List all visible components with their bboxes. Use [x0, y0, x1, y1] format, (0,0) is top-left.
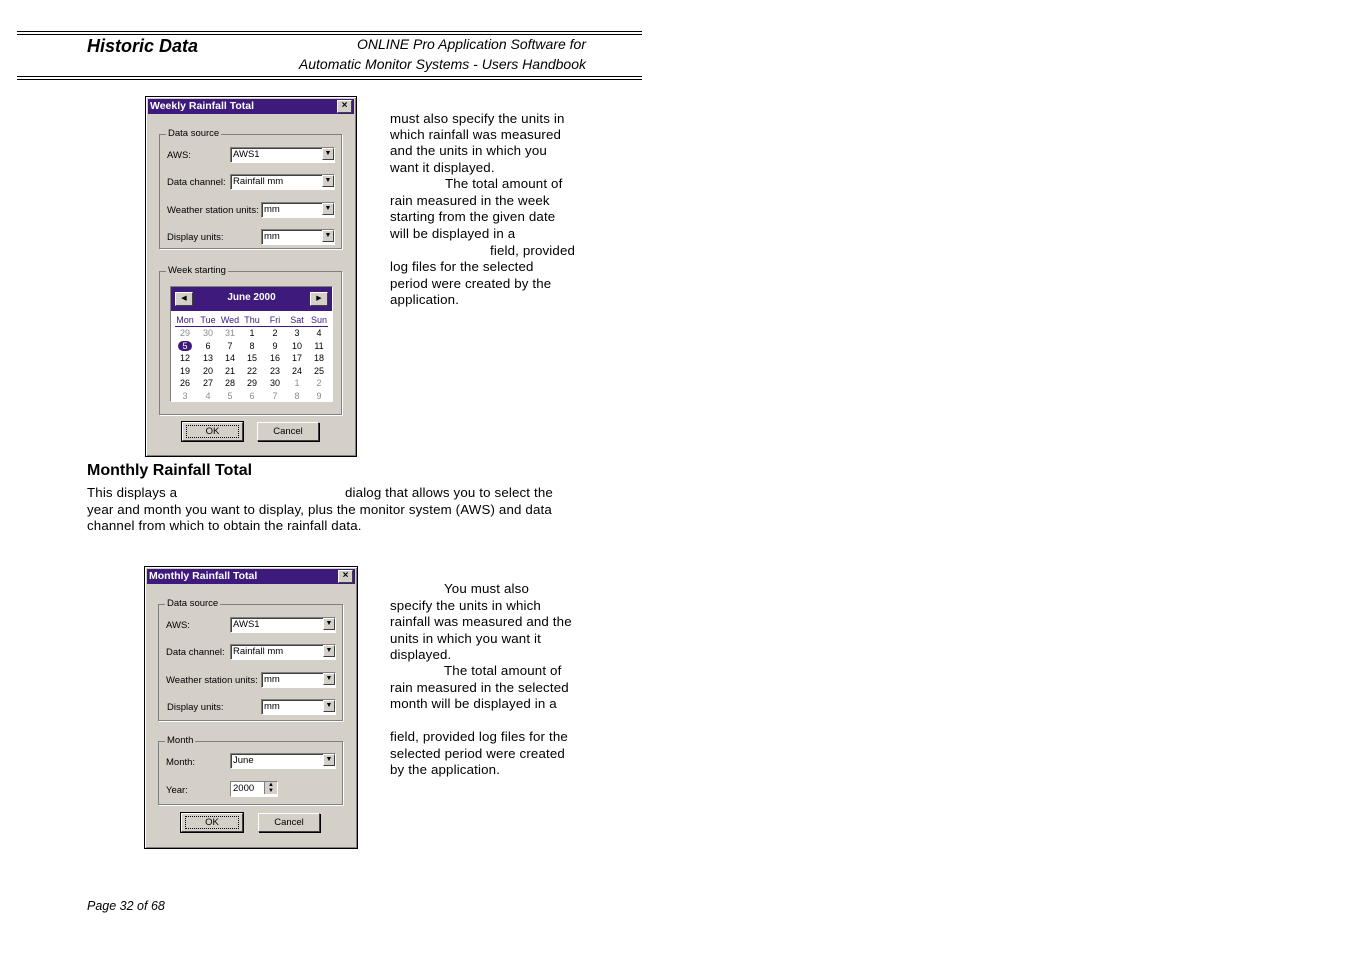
calendar-day[interactable]: 8: [294, 390, 300, 401]
month-label: Month:: [166, 757, 196, 768]
body-text-line: by the application.: [390, 762, 501, 777]
calendar-day[interactable]: 4: [316, 328, 322, 338]
aws-value: AWS1: [233, 619, 260, 630]
calendar-day[interactable]: 10: [291, 340, 302, 351]
calendar-day[interactable]: 29: [179, 328, 190, 338]
calendar-day[interactable]: 6: [249, 390, 255, 401]
calendar-day[interactable]: 11: [314, 340, 324, 351]
ok-button[interactable]: [182, 422, 243, 441]
calendar-day[interactable]: 28: [224, 378, 235, 388]
calendar-day-selected: 5: [178, 341, 191, 351]
chevron-down-icon[interactable]: ▼: [323, 700, 335, 712]
calendar-weekday: Tue: [200, 315, 216, 325]
aws-label: AWS:: [166, 620, 190, 631]
body-text-line: field, provided: [490, 243, 576, 258]
body-text-line: starting from the given date: [390, 209, 556, 224]
header-subtitle-1: ONLINE Pro Application Software for: [356, 36, 586, 52]
chevron-down-icon[interactable]: ▼: [322, 148, 334, 160]
data-channel-value: Rainfall mm: [233, 176, 284, 187]
calendar-day[interactable]: 7: [272, 390, 278, 401]
calendar-day[interactable]: 30: [269, 378, 280, 388]
weekly-rainfall-dialog: [145, 96, 357, 457]
dialog-titlebar: [147, 569, 355, 584]
cancel-button[interactable]: [258, 813, 320, 832]
aws-label: AWS:: [167, 150, 191, 161]
body-text-line: period were created by the: [390, 276, 552, 291]
ok-label: OK: [205, 817, 219, 828]
calendar-day[interactable]: 8: [249, 340, 255, 351]
chevron-down-icon[interactable]: ▼: [323, 618, 335, 630]
close-icon[interactable]: ×: [338, 570, 353, 583]
weather-station-units-label: Weather station units:: [167, 205, 259, 216]
weather-station-units-value: mm: [264, 204, 280, 215]
dialog-titlebar: [148, 99, 354, 114]
body-text-line: want it displayed.: [390, 160, 495, 175]
data-channel-label: Data channel:: [166, 647, 225, 658]
month-value: June: [233, 755, 254, 766]
calendar-day[interactable]: 17: [291, 353, 302, 363]
calendar-day[interactable]: 16: [269, 353, 280, 363]
cancel-label: Cancel: [273, 426, 303, 437]
year-value: 2000: [233, 783, 255, 794]
cancel-label: Cancel: [274, 817, 304, 828]
body-text-line: and the units in which you: [390, 143, 547, 158]
aws-select[interactable]: [230, 147, 335, 163]
body-text-line: rain measured in the week: [390, 193, 550, 208]
intro-line-2: year and month you want to display, plus the monitor system (AWS) and data: [87, 502, 552, 517]
body-text-line: month will be displayed in a: [390, 696, 557, 711]
body-text-line: which rainfall was measured: [390, 127, 562, 142]
group-label: Data source: [167, 598, 219, 609]
display-units-value: mm: [264, 231, 280, 242]
month-select[interactable]: [230, 753, 336, 769]
calendar-day[interactable]: 12: [179, 353, 190, 363]
year-label: Year:: [166, 785, 188, 796]
page-number: Page 32 of 68: [87, 899, 165, 913]
header-subtitle-2: Automatic Monitor Systems - Users Handbook: [298, 56, 586, 72]
chevron-down-icon[interactable]: ▼: [323, 754, 335, 766]
chevron-down-icon[interactable]: ▼: [323, 673, 335, 685]
calendar-day[interactable]: 29: [246, 378, 257, 388]
weather-station-units-select[interactable]: [261, 672, 336, 688]
calendar-day[interactable]: 21: [224, 365, 235, 376]
chevron-left-icon[interactable]: ◀: [175, 292, 193, 306]
calendar-day[interactable]: 4: [205, 390, 211, 401]
data-source-group: [159, 128, 342, 249]
calendar-day[interactable]: [174, 340, 196, 352]
calendar-day[interactable]: 6: [205, 340, 211, 351]
calendar-day[interactable]: 1: [249, 328, 255, 338]
header-rule-top-2: [17, 34, 642, 35]
dialog-title: Monthly Rainfall Total: [149, 570, 258, 582]
calendar-day[interactable]: 24: [291, 365, 302, 376]
weather-station-units-value: mm: [264, 674, 280, 685]
calendar-weekday: Mon: [176, 315, 194, 325]
chevron-down-icon[interactable]: ▼: [322, 203, 334, 215]
calendar-day[interactable]: 27: [202, 378, 213, 388]
calendar-day[interactable]: 13: [202, 353, 213, 363]
page-section-title: Historic Data: [87, 36, 199, 56]
chevron-down-icon[interactable]: ▼: [323, 645, 335, 657]
calendar-day[interactable]: 30: [202, 328, 213, 338]
calendar-day[interactable]: 3: [294, 328, 300, 338]
calendar-day[interactable]: 15: [246, 353, 257, 363]
calendar-weekday: Sun: [310, 315, 327, 325]
display-units-select[interactable]: [261, 229, 335, 245]
body-text-line: You must also: [444, 581, 529, 596]
body-text-line: units in which you want it: [390, 631, 541, 646]
calendar-weekday: Fri: [269, 315, 281, 325]
year-stepper[interactable]: [230, 781, 278, 797]
calendar-day[interactable]: 20: [202, 365, 213, 376]
display-units-select[interactable]: [261, 699, 336, 715]
aws-select[interactable]: [230, 617, 336, 633]
body-text-line: specify the units in which: [390, 598, 541, 613]
calendar-day[interactable]: 25: [313, 365, 324, 376]
focus-rect: [185, 816, 239, 829]
group-label: Month: [167, 735, 194, 746]
calendar-day[interactable]: 5: [227, 390, 233, 401]
ok-label: OK: [205, 426, 220, 437]
calendar-day[interactable]: 26: [179, 378, 190, 388]
calendar-weekday: Thu: [244, 315, 260, 325]
calendar-weekday: Wed: [220, 315, 240, 325]
body-text-line: displayed.: [390, 647, 452, 662]
body-text-line: The total amount of: [445, 176, 563, 191]
data-source-group: [158, 598, 343, 721]
display-units-label: Display units:: [167, 702, 224, 713]
calendar-day[interactable]: 9: [316, 390, 322, 401]
data-channel-select[interactable]: [230, 174, 335, 190]
group-label: Week starting: [168, 265, 226, 276]
body-text-line: The total amount of: [444, 663, 562, 678]
cancel-button[interactable]: [257, 422, 319, 441]
display-units-value: mm: [264, 701, 280, 712]
calendar-day[interactable]: 19: [179, 365, 190, 376]
spin-arrows-icon[interactable]: ▲ ▼: [264, 782, 277, 794]
data-channel-select[interactable]: [230, 644, 336, 660]
body-text-line: must also specify the units in: [390, 111, 565, 126]
body-text-line: rainfall was measured and the: [390, 614, 572, 629]
header-rule-bottom: [17, 76, 642, 77]
ok-button[interactable]: [181, 813, 243, 832]
intro-line-1a: This displays a: [87, 485, 178, 500]
body-text-line: application.: [390, 292, 460, 307]
intro-line-3: channel from which to obtain the rainfall data.: [87, 518, 362, 533]
calendar-weekday: Sat: [290, 315, 304, 325]
calendar-day[interactable]: 2: [316, 378, 322, 388]
calendar-day[interactable]: 3: [182, 390, 188, 401]
intro-line-1b: dialog that allows you to select the: [345, 485, 553, 500]
chevron-down-icon[interactable]: ▼: [322, 175, 334, 187]
focus-rect: [186, 425, 239, 438]
calendar-day[interactable]: 22: [246, 365, 257, 376]
calendar[interactable]: [170, 286, 333, 402]
body-text-line: rain measured in the selected: [390, 680, 569, 695]
aws-value: AWS1: [233, 149, 260, 160]
data-channel-value: Rainfall mm: [233, 646, 284, 657]
calendar-header: [171, 287, 332, 311]
chevron-right-icon[interactable]: ▶: [310, 292, 328, 306]
chevron-down-icon[interactable]: ▼: [322, 230, 334, 242]
calendar-month-title: June 2000: [227, 292, 276, 303]
calendar-day[interactable]: 14: [224, 353, 235, 363]
body-text-line: selected period were created: [390, 746, 565, 761]
weather-station-units-select[interactable]: [261, 202, 335, 218]
close-icon[interactable]: ×: [337, 100, 352, 113]
data-channel-label: Data channel:: [167, 177, 226, 188]
month-group: [158, 735, 343, 805]
header-rule-top: [17, 31, 642, 32]
calendar-day[interactable]: 18: [313, 353, 324, 363]
calendar-day[interactable]: 23: [269, 365, 280, 376]
calendar-day[interactable]: 9: [272, 340, 278, 351]
calendar-day[interactable]: 1: [294, 378, 300, 388]
dialog-title: Weekly Rainfall Total: [150, 100, 255, 112]
body-text-line: log files for the selected: [390, 259, 534, 274]
calendar-day[interactable]: 31: [224, 328, 235, 338]
monthly-rainfall-dialog: [144, 566, 358, 849]
group-label: Data source: [168, 128, 220, 139]
header-rule-bottom-2: [17, 79, 642, 80]
section-heading: Monthly Rainfall Total: [87, 462, 253, 479]
body-text-line: will be displayed in a: [390, 226, 516, 241]
display-units-label: Display units:: [167, 232, 224, 243]
calendar-day[interactable]: 2: [272, 328, 278, 338]
body-text-line: field, provided log files for the: [390, 729, 568, 744]
calendar-day[interactable]: 7: [227, 340, 233, 351]
weather-station-units-label: Weather station units:: [166, 675, 258, 686]
